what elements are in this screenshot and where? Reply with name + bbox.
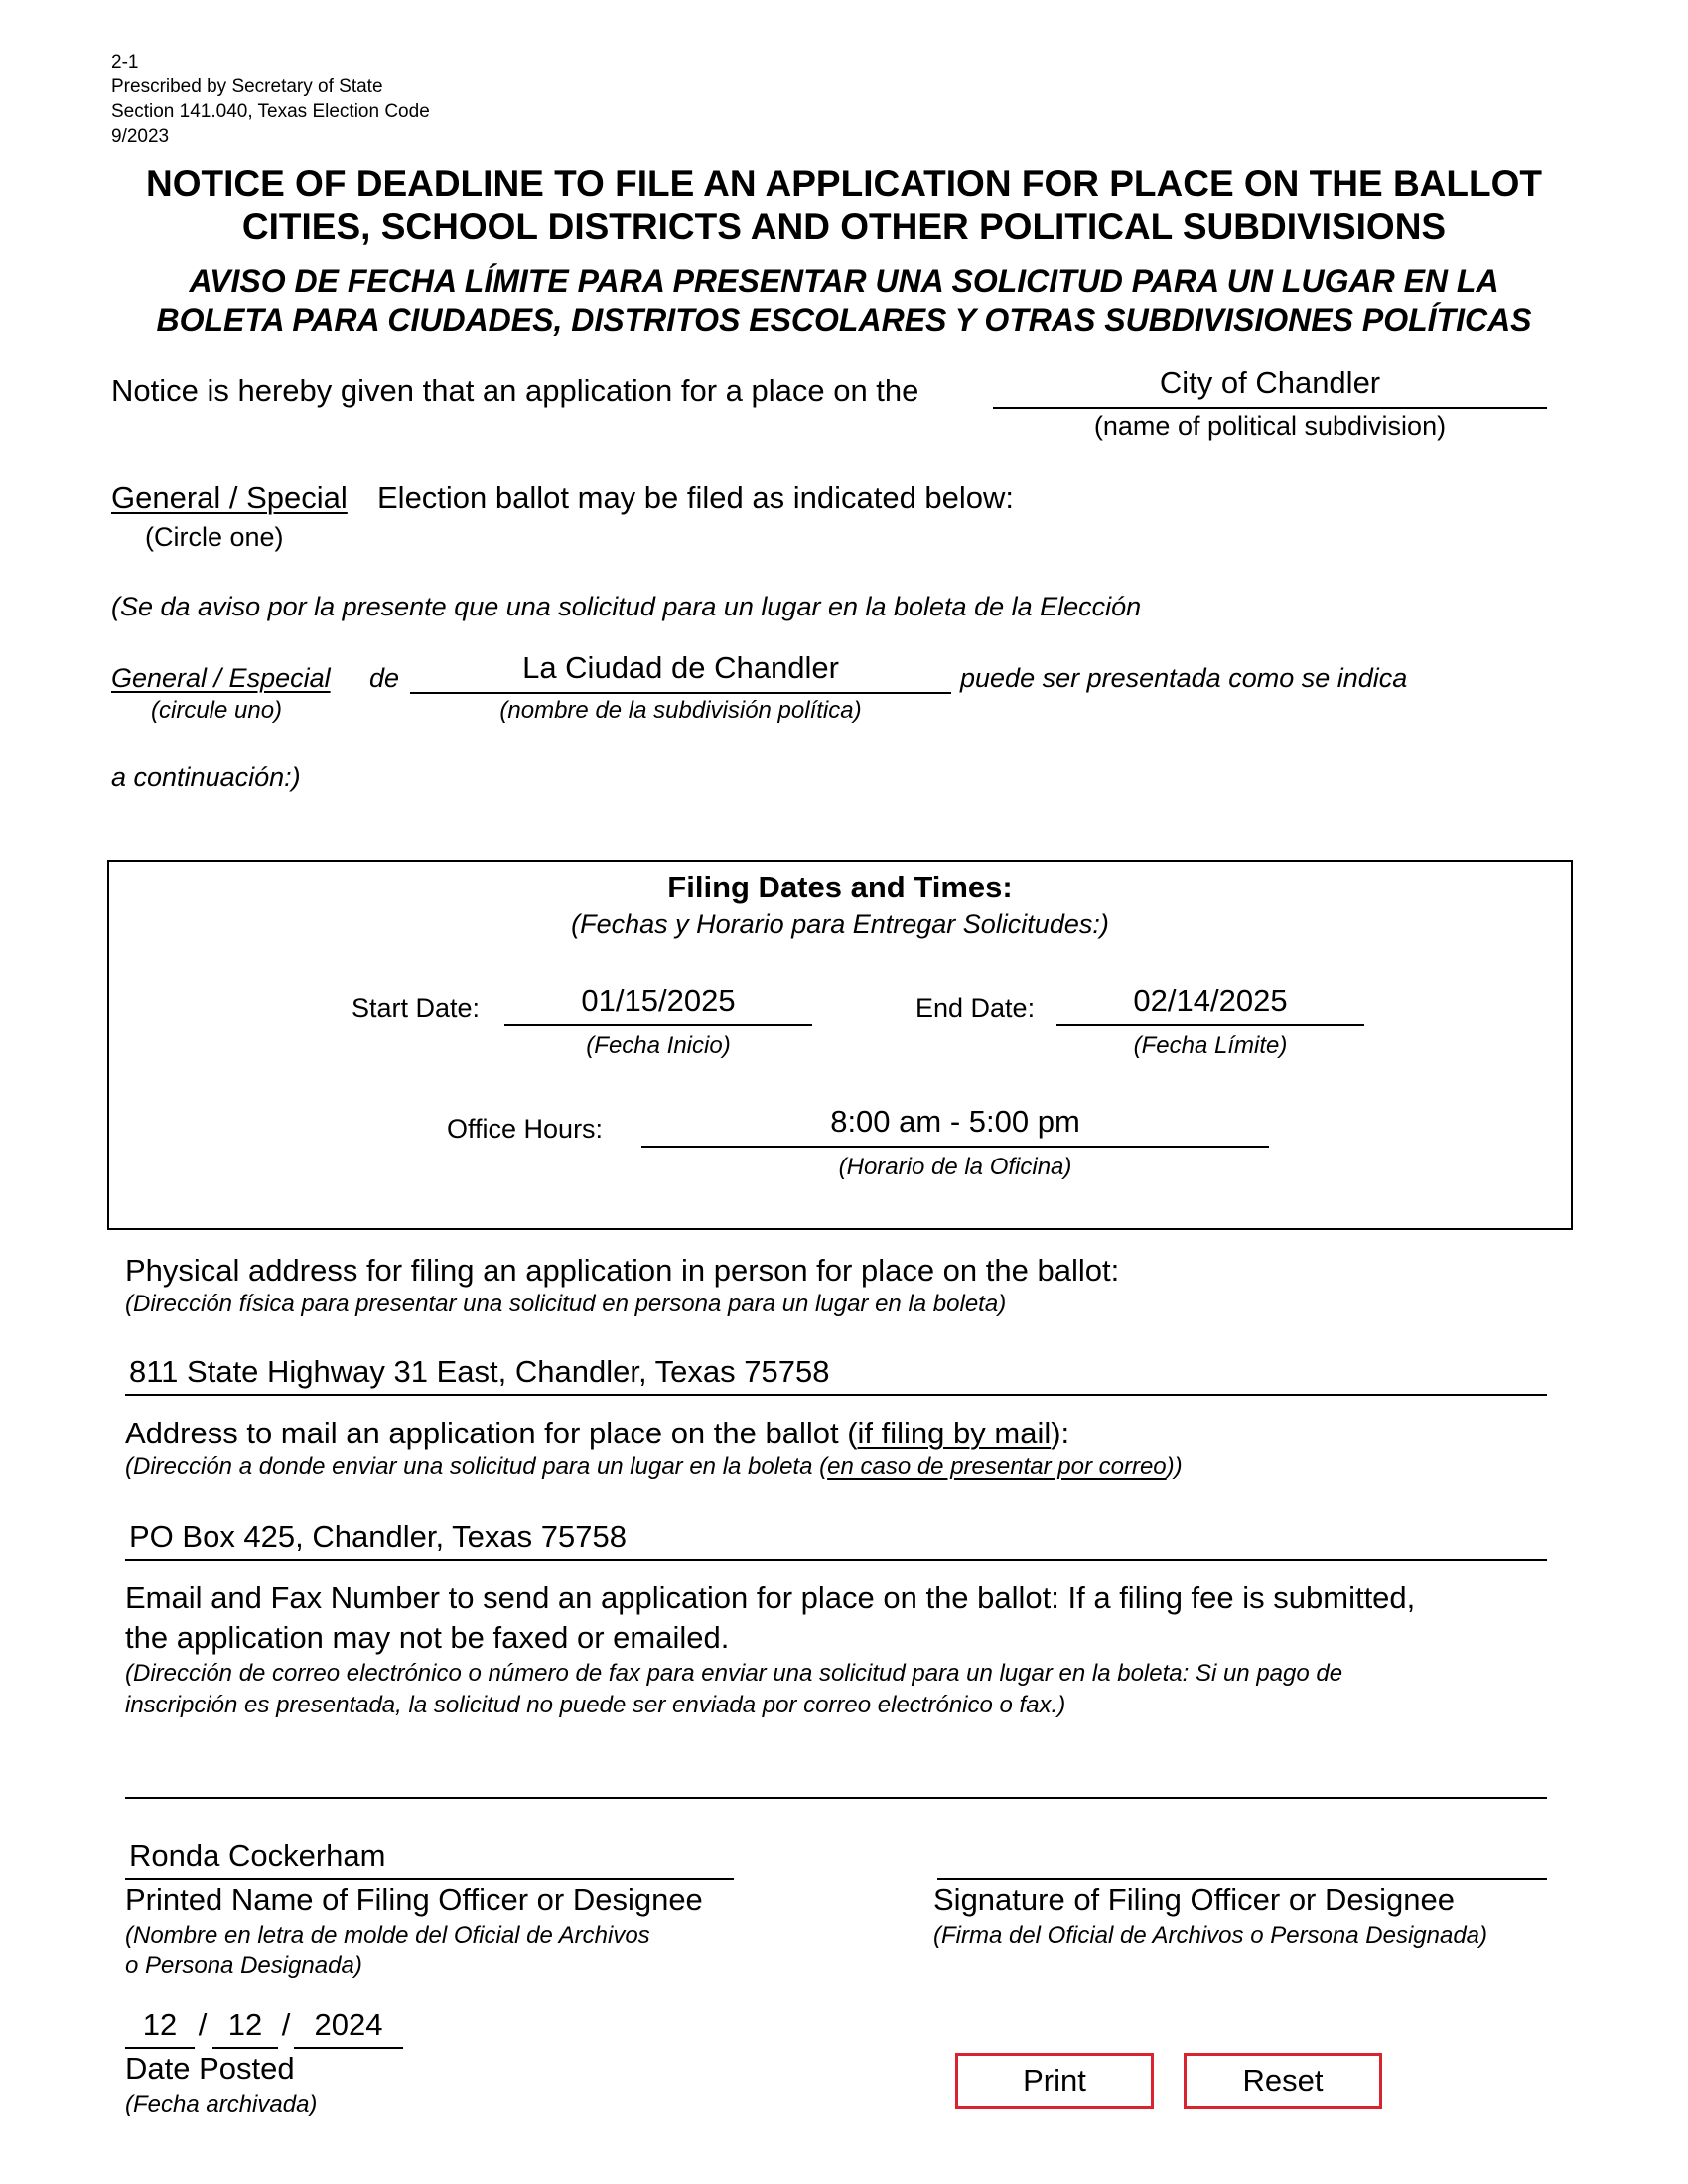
- subdivision-name-line: [993, 407, 1547, 409]
- printed-name-field[interactable]: Ronda Cockerham: [129, 1839, 386, 1873]
- spanish-continuation: a continuación:): [111, 762, 301, 792]
- signature-label: Signature of Filing Officer or Designee: [933, 1882, 1455, 1917]
- printed-name-label: Printed Name of Filing Officer or Designee: [125, 1882, 703, 1917]
- election-type-rest: Election ballot may be filed as indicated below:: [377, 480, 1015, 515]
- date-posted-month-field[interactable]: 12: [142, 2007, 178, 2042]
- title-line-2: CITIES, SCHOOL DISTRICTS AND OTHER POLITICAL SUBDIVISIONS: [241, 206, 1447, 247]
- date-posted-year-field[interactable]: 2024: [314, 2007, 383, 2042]
- printed-name-label-spanish-1: (Nombre en letra de molde del Oficial de Archivos: [125, 1922, 650, 1949]
- office-hours-field[interactable]: 8:00 am - 5:00 pm: [830, 1104, 1080, 1139]
- mail-address-label-spanish: (Dirección a donde enviar una solicitud para un lugar en la boleta (en caso de presentar por correo)): [125, 1453, 1183, 1480]
- start-date-label: Start Date:: [352, 993, 481, 1023]
- end-date-field[interactable]: 02/14/2025: [1133, 983, 1288, 1018]
- spanish-notice-rest: puede ser presentada como se indica: [960, 663, 1408, 693]
- email-fax-label-spanish-line-2: inscripción es presentada, la solicitud no puede ser enviada por correo electrónico o fax.): [125, 1692, 1066, 1718]
- form-number: 2-1: [111, 52, 139, 72]
- reset-button[interactable]: Reset: [1184, 2053, 1382, 2109]
- date-posted-label: Date Posted: [125, 2051, 295, 2086]
- start-date-line: [504, 1024, 812, 1026]
- printed-name-line: [125, 1878, 734, 1880]
- physical-address-label-spanish: (Dirección física para presentar una solicitud en persona para un lugar en la boleta): [125, 1291, 1007, 1317]
- filing-dates-box: [107, 860, 1573, 1230]
- date-posted-label-spanish: (Fecha archivada): [125, 2091, 318, 2117]
- signature-line: [937, 1878, 1547, 1880]
- date-posted-year-line: [294, 2047, 403, 2049]
- title-line-1: NOTICE OF DEADLINE TO FILE AN APPLICATION FOR PLACE ON THE BALLOT: [146, 163, 1542, 204]
- email-fax-field[interactable]: [129, 1757, 1539, 1793]
- spanish-election-type-options: General / Especial: [111, 663, 331, 693]
- mail-address-field[interactable]: PO Box 425, Chandler, Texas 75758: [129, 1519, 627, 1554]
- physical-address-field[interactable]: 811 State Highway 31 East, Chandler, Texas 75758: [129, 1354, 830, 1389]
- email-fax-label-line-2: the application may not be faxed or emailed.: [125, 1620, 730, 1655]
- end-date-caption: (Fecha Límite): [1133, 1032, 1288, 1059]
- date-posted-month-line: [125, 2047, 195, 2049]
- date-posted-day-line: [212, 2047, 278, 2049]
- signature-field[interactable]: [937, 1835, 1547, 1876]
- filing-dates-heading: Filing Dates and Times:: [667, 870, 1013, 904]
- print-button[interactable]: Print: [955, 2053, 1154, 2109]
- subdivision-name-field[interactable]: City of Chandler: [1159, 365, 1381, 400]
- spanish-de: de: [369, 663, 400, 693]
- email-fax-label-spanish-line-1: (Dirección de correo electrónico o número de fax para enviar una solicitud para un lugar en la boleta: Si un pago de: [125, 1660, 1343, 1687]
- email-fax-line: [125, 1797, 1547, 1799]
- start-date-caption: (Fecha Inicio): [586, 1032, 731, 1059]
- spanish-title-line-2: BOLETA PARA CIUDADES, DISTRITOS ESCOLARES Y OTRAS SUBDIVISIONES POLÍTICAS: [156, 302, 1532, 338]
- mail-address-line: [125, 1559, 1547, 1561]
- end-date-label: End Date:: [915, 993, 1036, 1023]
- circle-one-hint: (Circle one): [145, 522, 284, 552]
- date-separator-2: /: [281, 2007, 291, 2042]
- date-separator-1: /: [198, 2007, 208, 2042]
- notice-intro: Notice is hereby given that an application for a place on the: [111, 373, 919, 408]
- code-section: Section 141.040, Texas Election Code: [111, 101, 430, 122]
- spanish-circle-one-hint: (circule uno): [151, 697, 283, 724]
- printed-name-label-spanish-2: o Persona Designada): [125, 1952, 362, 1979]
- start-date-field[interactable]: 01/15/2025: [581, 983, 736, 1018]
- spanish-subdivision-name-field[interactable]: La Ciudad de Chandler: [522, 650, 839, 685]
- signature-label-spanish: (Firma del Oficial de Archivos o Persona Designada): [933, 1922, 1488, 1949]
- spanish-subdivision-name-line: [410, 692, 951, 694]
- filing-dates-heading-spanish: (Fechas y Horario para Entregar Solicitudes:): [571, 909, 1109, 939]
- office-hours-line: [641, 1146, 1269, 1148]
- email-fax-label-line-1: Email and Fax Number to send an application for place on the ballot: If a filing fee is submitted,: [125, 1580, 1416, 1615]
- physical-address-label: Physical address for filing an application in person for place on the ballot:: [125, 1253, 1120, 1288]
- election-type-options: General / Special: [111, 480, 348, 515]
- mail-address-label: Address to mail an application for place on the ballot (if filing by mail):: [125, 1416, 1070, 1450]
- end-date-line: [1056, 1024, 1364, 1026]
- office-hours-label: Office Hours:: [447, 1114, 604, 1144]
- prescribed-by: Prescribed by Secretary of State: [111, 76, 383, 97]
- spanish-subdivision-caption: (nombre de la subdivisión política): [499, 697, 862, 724]
- spanish-notice-intro: (Se da aviso por la presente que una solicitud para un lugar en la boleta de la Elección: [111, 592, 1142, 621]
- subdivision-caption: (name of political subdivision): [1093, 411, 1447, 441]
- physical-address-line: [125, 1394, 1547, 1396]
- spanish-title-line-1: AVISO DE FECHA LÍMITE PARA PRESENTAR UNA SOLICITUD PARA UN LUGAR EN LA: [189, 263, 1499, 299]
- date-posted-day-field[interactable]: 12: [227, 2007, 263, 2042]
- office-hours-caption: (Horario de la Oficina): [838, 1154, 1072, 1180]
- form-revision: 9/2023: [111, 126, 170, 147]
